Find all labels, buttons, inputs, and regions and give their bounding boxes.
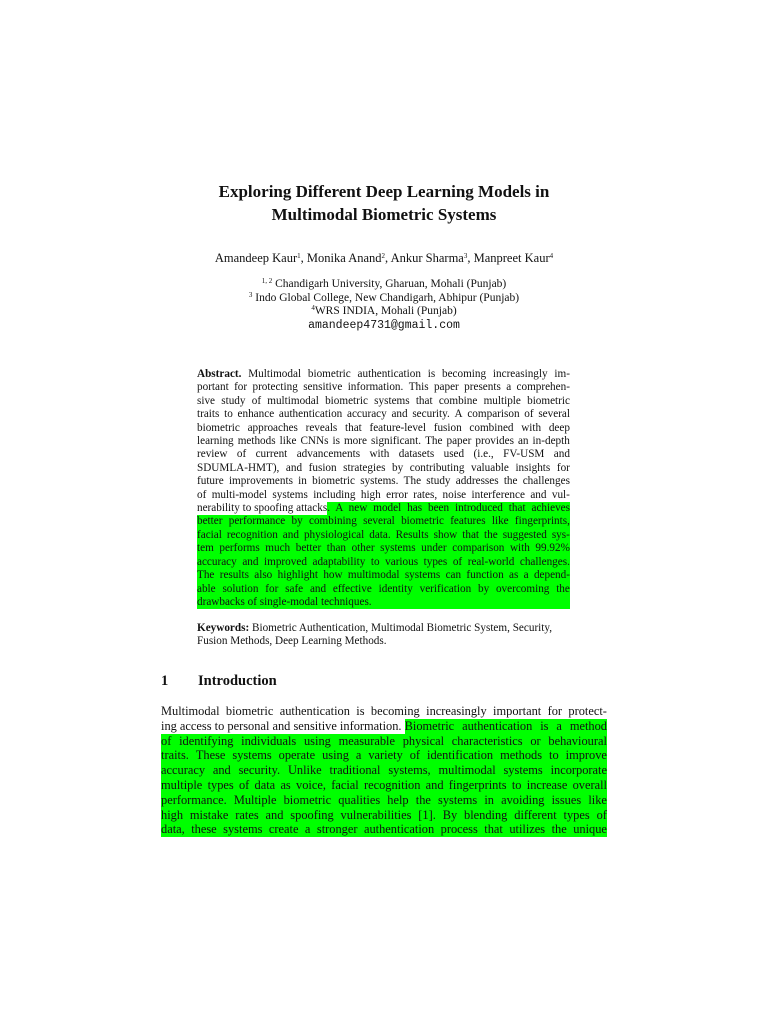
section-title: Introduction <box>198 673 277 689</box>
abstract-line: drawbacks of single-modal techniques. <box>197 596 570 609</box>
abstract-line: tem performs much better than other systems under comparison with 99.92% <box>197 542 570 555</box>
highlighted-text: Biometric authentication is a method <box>404 718 607 733</box>
author-name: Ankur Sharma <box>390 251 464 265</box>
author-list <box>150 250 618 266</box>
keywords-line-1 <box>197 622 570 635</box>
keywords-text-1: Biometric Authentication, Multimodal Biometric System, Security, <box>249 622 553 634</box>
affiliation-text: Indo Global College, New Chandigarh, Abhipur (Punjab) <box>252 291 520 304</box>
author-sep: , <box>300 251 307 265</box>
author-sup: 4 <box>549 252 554 260</box>
intro-line: data, these systems create a stronger authentication process that utilizes the unique <box>161 822 607 837</box>
intro-line: performance. Multiple biometric qualities help the systems in avoiding issues like <box>161 792 607 807</box>
abstract-line: Abstract. Multimodal biometric authentication is becoming increasingly im- <box>197 368 570 380</box>
paper-title <box>150 180 618 226</box>
intro-line: multiple types of data as voice, facial recognition and fingerprints to increase overall <box>161 777 607 792</box>
abstract-line: traits to enhance authentication accuracy and security. A comparison of several <box>197 408 570 421</box>
abstract-line: facial recognition and physiological data. Results show that the suggested sys- <box>197 528 570 541</box>
keywords-text-2: Fusion Methods, Deep Learning Methods. <box>197 635 387 648</box>
affiliation-2 <box>150 292 618 306</box>
abstract-line: learning methods like CNNs is more significant. The paper provides an in-depth <box>197 435 570 448</box>
abstract-line: portant for protecting sensitive information. This paper presents a comprehen- <box>197 381 570 394</box>
title-line-2: Multimodal Biometric Systems <box>271 205 497 224</box>
abstract-line: accuracy and improved adaptability to various types of real-world challenges. <box>197 555 570 568</box>
author-sup: 3 <box>463 252 468 260</box>
abstract-line: review of current advancements with datasets used (i.e., FV-USM and <box>197 448 570 461</box>
abstract-line: sive study of multimodal biometric systems that combine multiple biometric <box>197 394 570 407</box>
author-name: Amandeep Kaur <box>214 251 298 265</box>
keywords-label: Keywords: <box>197 622 250 634</box>
intro-line <box>161 719 607 734</box>
abstract-label: Abstract. <box>197 368 242 380</box>
affiliation-text: WRS INDIA, Mohali (Punjab) <box>314 305 457 317</box>
abstract-line: The results also highlight how multimodal systems can function as a depend- <box>197 569 570 582</box>
title-line-1: Exploring Different Deep Learning Models in <box>218 182 550 201</box>
author-name: Monika Anand <box>306 251 382 265</box>
intro-line: traits. These systems operate using a variety of identification methods to improve <box>161 748 607 763</box>
abstract-line: able solution for safe and effective identity verification by overcoming the <box>197 582 570 595</box>
unhighlighted-text: nerability to spoofing attacks <box>197 502 328 515</box>
author-sep: , <box>467 251 474 265</box>
affiliation-sup: 3 <box>248 290 253 299</box>
keywords-block <box>197 622 570 649</box>
intro-line: high mistake rates and spoofing vulnerabilities [1]. By blending different types of <box>161 807 607 822</box>
unhighlighted-text: ing access to personal and sensitive information. <box>161 718 405 733</box>
section-heading <box>161 672 607 690</box>
abstract-line: future improvements in biometric systems. The study addresses the challenges <box>197 475 570 488</box>
author-sup: 2 <box>381 252 386 260</box>
affiliations <box>150 278 618 332</box>
affiliation-1 <box>150 278 618 292</box>
section-number: 1 <box>161 673 169 689</box>
intro-line: accuracy and security. Unlike traditional systems, multimodal systems incorporate <box>161 763 607 778</box>
contact-email[interactable]: amandeep4731@gmail.com <box>308 318 460 332</box>
author-sep: , <box>385 251 391 265</box>
affiliation-sup: 1, 2 <box>261 277 273 285</box>
intro-line: Multimodal biometric authentication is becoming increasingly important for protect- <box>161 704 607 718</box>
author-name: Manpreet Kaur <box>473 251 550 265</box>
affiliation-3 <box>150 305 618 319</box>
abstract-line: SDUMLA-HMT), and fusion strategies by contributing valuable insights for <box>197 461 570 474</box>
affiliation-sup: 4 <box>311 304 315 312</box>
intro-line: of identifying individuals using measurable physical characteristics or behavioural <box>161 733 607 748</box>
highlighted-text: . A new model has been introduced that achieves <box>327 502 570 515</box>
intro-paragraph <box>161 704 607 837</box>
abstract-line: better performance by combining several biometric features like fingerprints, <box>197 515 570 528</box>
abstract-block <box>197 368 570 609</box>
abstract-line: of multi-model systems including high error rates, noise interference and vul- <box>197 488 570 501</box>
abstract-line <box>197 502 570 515</box>
affiliation-text: Chandigarh University, Gharuan, Mohali (Punjab) <box>272 278 507 290</box>
abstract-line: biometric approaches reveals that feature-level fusion combined with deep <box>197 421 570 434</box>
author-sup: 1 <box>297 252 301 260</box>
